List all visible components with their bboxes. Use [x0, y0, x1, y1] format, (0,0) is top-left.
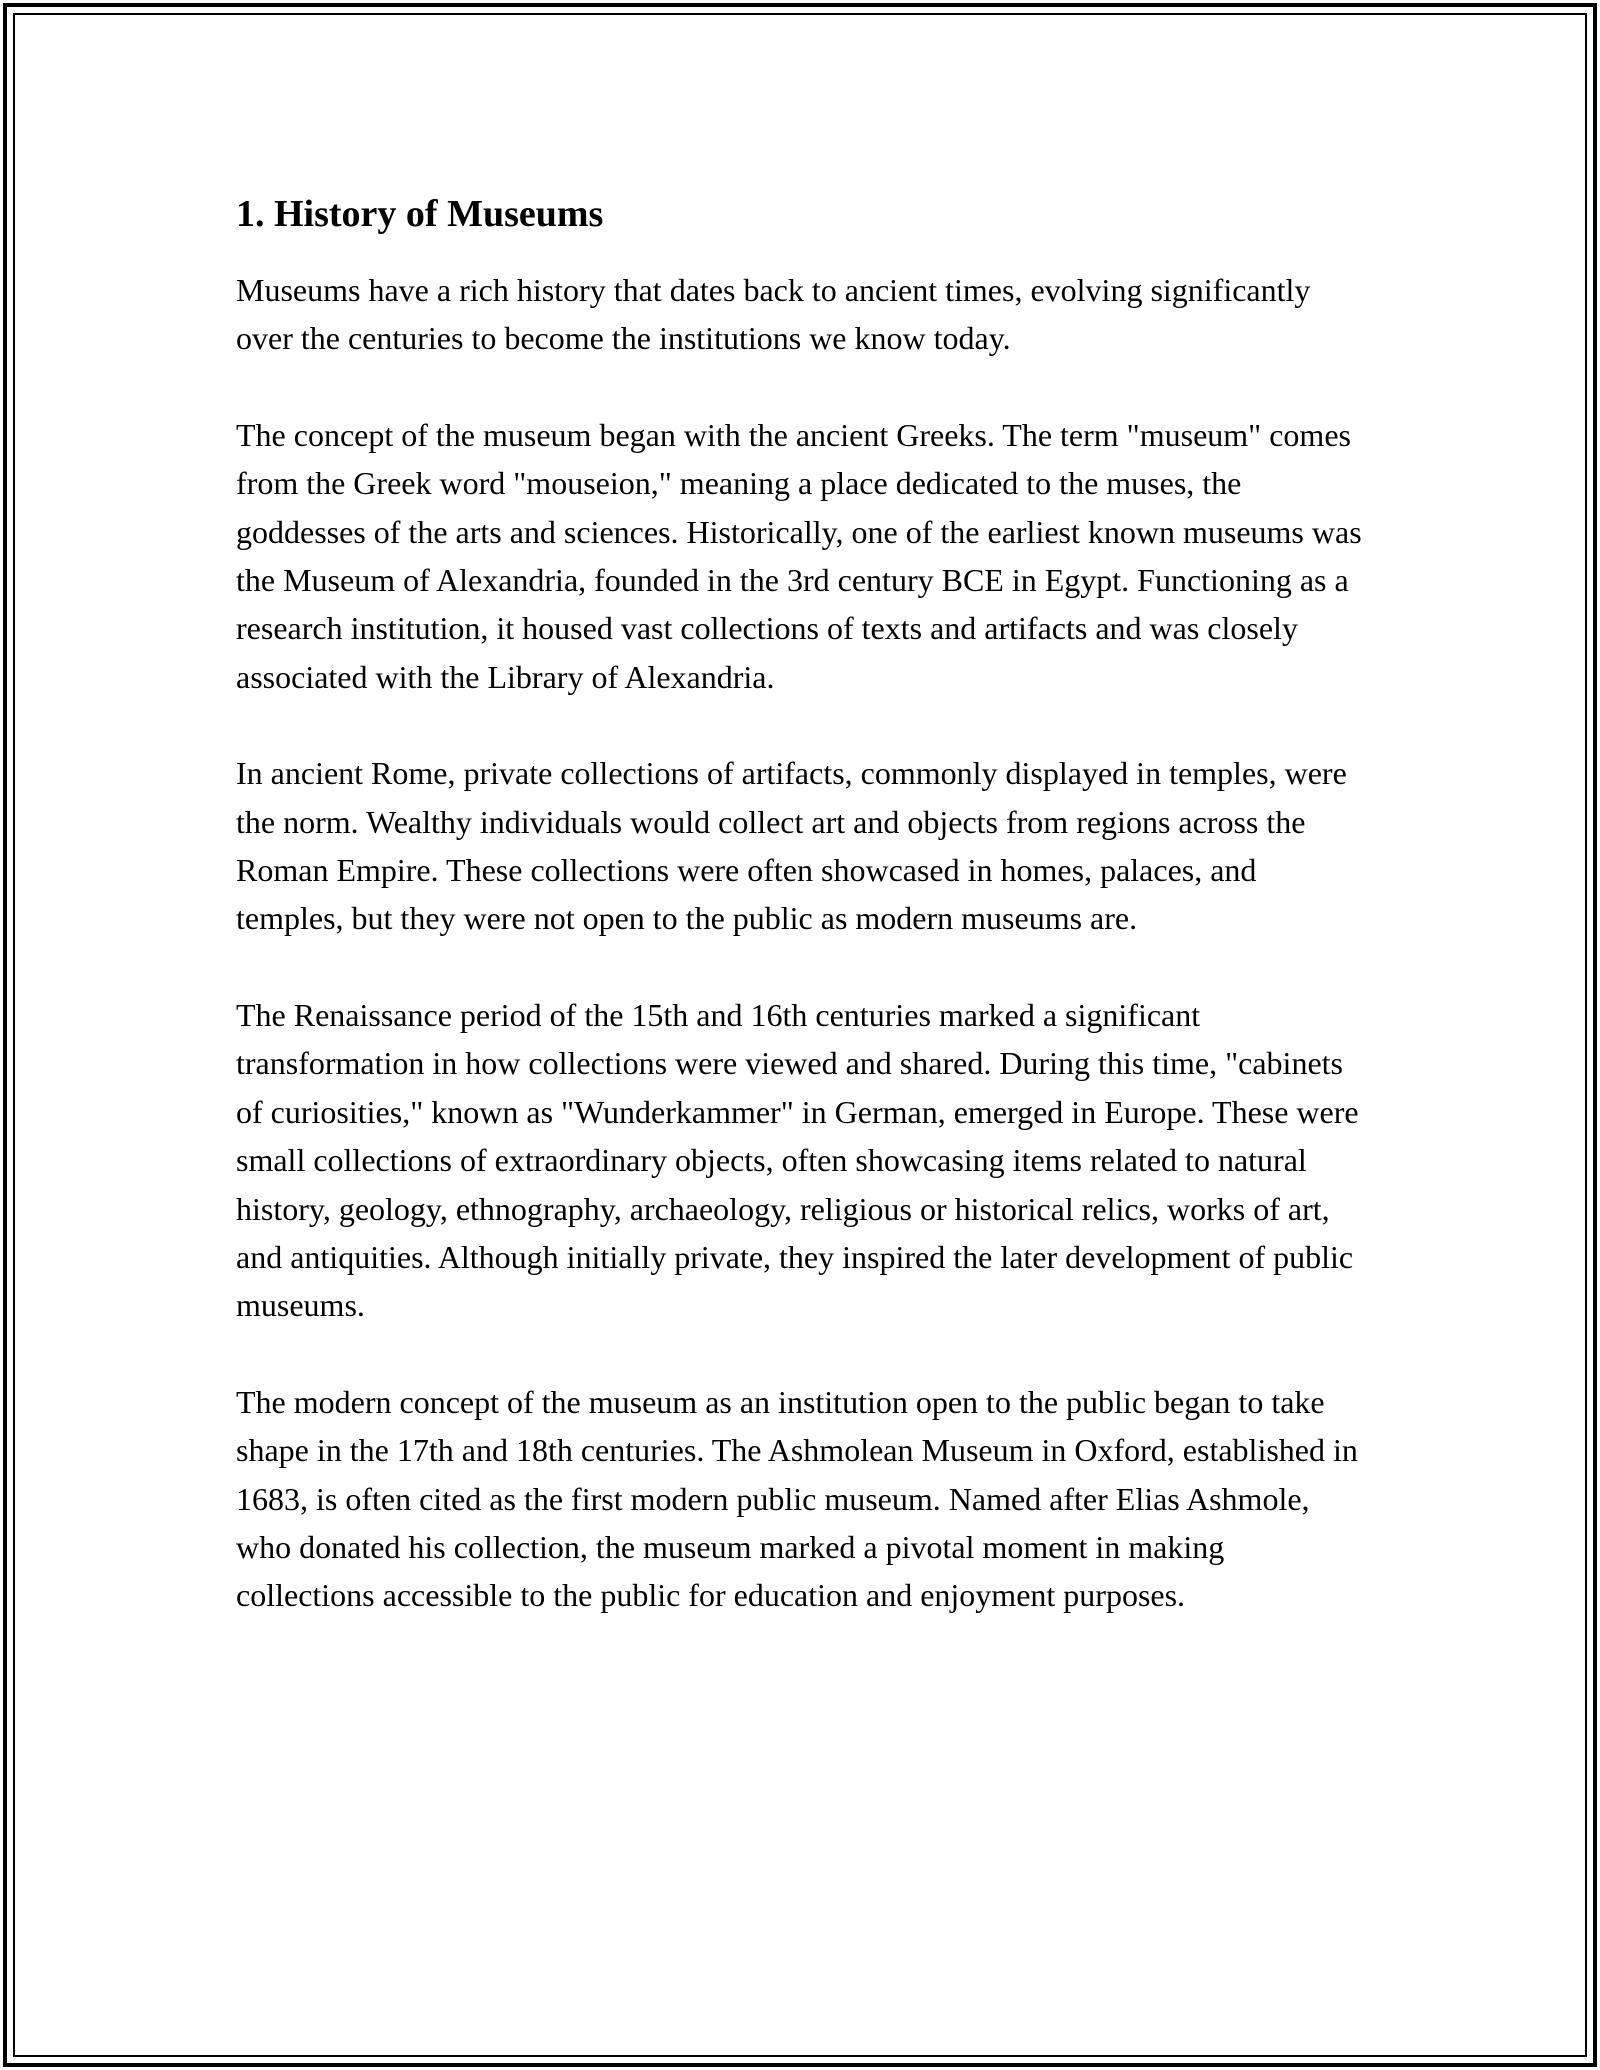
document-body	[236, 184, 1366, 1668]
paragraph-rome: In ancient Rome, private collections of artifacts, commonly displayed in temples, were the norm. Wealthy individuals would collect art and objects from regions across the Roman Empire. These collections were often showcased in homes, palaces, and temples, but they were not open to the public as modern museums are.	[236, 755, 1347, 937]
paragraph-renaissance: The Renaissance period of the 15th and 16th centuries marked a significant transformation in how collections were viewed and shared. During this time, "cabinets of curiosities," known as "Wunderkammer" in German, emerged in Europe. These were small collections of extraordinary objects, often showcasing items related to natural history, geology, ethnography, archaeology, religious or historical relics, works of art, and antiquities. Although initially private, they inspired the later development of public museums.	[236, 996, 1359, 1324]
section-heading: 1. History of Museums	[236, 193, 604, 235]
paragraph-greeks: The concept of the museum began with the ancient Greeks. The term "museum" comes from the Greek word "mouseion," meaning a place dedicated to the muses, the goddesses of the arts and sciences. Historically, one of the earliest known museums was the Museum of Alexandria, founded in the 3rd century BCE in Egypt. Functioning as a research institution, it housed vast collections of texts and artifacts and was closely associated with the Library of Alexandria.	[236, 416, 1362, 695]
paragraph-intro: Museums have a rich history that dates back to ancient times, evolving significantly over the centuries to become the institutions we know today.	[236, 272, 1311, 357]
paragraph-modern: The modern concept of the museum as an institution open to the public began to take shape in the 17th and 18th centuries. The Ashmolean Museum in Oxford, established in 1683, is often cited as the first modern public museum. Named after Elias Ashmole, who donated his collection, the museum marked a pivotal moment in making collections accessible to the public for education and enjoyment purposes.	[236, 1383, 1358, 1614]
